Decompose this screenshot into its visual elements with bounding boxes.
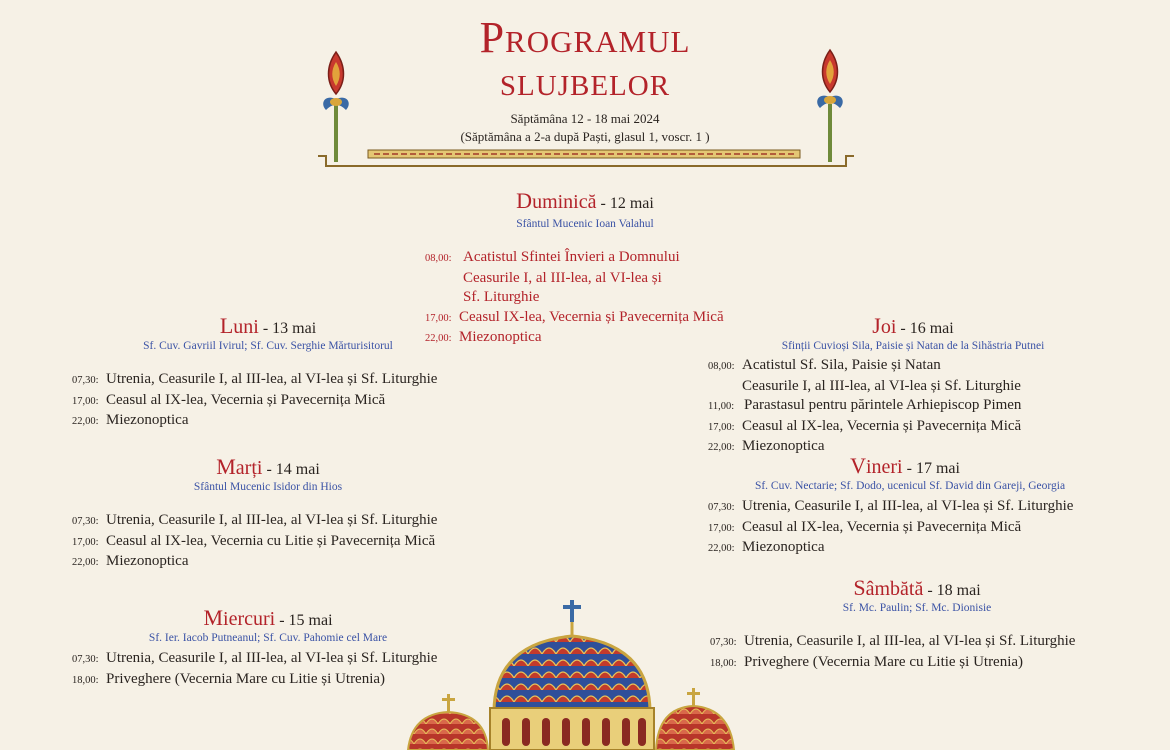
- service-item: 17,00: Ceasul al IX-lea, Vecernia cu Litie și Pavecernița Mică: [72, 532, 436, 549]
- service-item: Ceasurile I, al III-lea, al VI-lea și: [463, 269, 662, 286]
- saint-thursday: Sfinții Cuvioși Sila, Paisie și Natan de la Sihăstria Putnei: [781, 340, 1045, 352]
- saint-sunday: Sfântul Mucenic Ioan Valahul: [516, 218, 654, 230]
- service-item: 07,30: Utrenia, Ceasurile I, al III-lea, al VI-lea și Sf. Liturghie: [72, 371, 438, 387]
- page-title-line1: Programul: [479, 13, 691, 62]
- service-item: 17,00: Ceasul al IX-lea, Vecernia și Pavecernița Mică: [708, 417, 1022, 434]
- service-item: 17,00: Ceasul al IX-lea, Vecernia și Pavecernița Mică: [72, 391, 386, 408]
- service-item: 07,30: Utrenia, Ceasurile I, al III-lea, al VI-lea și Sf. Liturghie: [72, 650, 438, 666]
- church-domes-icon: [402, 594, 742, 750]
- service-item: 22,00: Miezonoptica: [72, 412, 189, 428]
- saint-monday: Sf. Cuv. Gavriil Ivirul; Sf. Cuv. Serghie Mărturisitorul: [143, 340, 393, 352]
- service-item: 17,00: Ceasul al IX-lea, Vecernia și Pavecernița Mică: [708, 518, 1022, 535]
- service-list-monday: [72, 370, 437, 432]
- service-item: 18,00: Priveghere (Vecernia Mare cu Litie și Utrenia): [710, 653, 1024, 670]
- service-item: 07,30: Utrenia, Ceasurile I, al III-lea, al VI-lea și Sf. Liturghie: [708, 498, 1074, 514]
- service-list-sunday: [425, 248, 724, 349]
- day-heading-saturday: Sâmbătă - 18 mai: [853, 575, 981, 600]
- service-item: 07,30: Utrenia, Ceasurile I, al III-lea, al VI-lea și Sf. Liturghie: [72, 512, 438, 528]
- service-item: 22,00: Miezonoptica: [425, 329, 542, 345]
- week-note: (Săptămâna a 2-a după Paști, glasul 1, voscr. 1 ): [460, 129, 710, 144]
- week-range: Săptămâna 12 - 18 mai 2024: [510, 111, 660, 126]
- service-item: Sf. Liturghie: [463, 289, 540, 305]
- service-item: 17,00: Ceasul IX-lea, Vecernia și Pavecernița Mică: [425, 308, 724, 325]
- header-ornament-frame: [316, 44, 856, 169]
- service-item: 22,00: Miezonoptica: [708, 438, 825, 454]
- cross-icon: [563, 600, 581, 622]
- service-item: 22,00: Miezonoptica: [72, 553, 189, 569]
- day-heading-wednesday: Miercuri - 15 mai: [203, 605, 333, 630]
- service-item: Ceasurile I, al III-lea, al VI-lea și Sf. Liturghie: [742, 377, 1021, 394]
- day-heading-thursday: Joi - 16 mai: [872, 313, 954, 338]
- saint-wednesday: Sf. Ier. Iacob Putneanul; Sf. Cuv. Pahomie cel Mare: [148, 632, 388, 644]
- flower-ornament-icon: [817, 50, 843, 162]
- flower-ornament-icon: [323, 52, 349, 162]
- saint-friday: Sf. Cuv. Nectarie; Sf. Dodo, ucenicul Sf. David din Gareji, Georgia: [754, 480, 1066, 492]
- service-list-saturday: [710, 632, 1075, 673]
- service-list-thursday: [708, 356, 1021, 458]
- service-item: 18,00: Priveghere (Vecernia Mare cu Litie și Utrenia): [72, 670, 386, 687]
- service-item: 07,30: Utrenia, Ceasurile I, al III-lea, al VI-lea și Sf. Liturghie: [710, 633, 1076, 649]
- service-list-friday: [708, 497, 1073, 559]
- service-item: 11,00: Parastasul pentru părintele Arhiepiscop Pimen: [708, 397, 1022, 413]
- day-heading-tuesday: Marți - 14 mai: [216, 454, 320, 479]
- day-heading-friday: Vineri - 17 mai: [850, 453, 960, 478]
- service-item: 08,00: Acatistul Sf. Sila, Paisie și Natan: [708, 357, 941, 373]
- saint-saturday: Sf. Mc. Paulin; Sf. Mc. Dionisie: [842, 602, 992, 614]
- day-heading-monday: Luni - 13 mai: [219, 313, 317, 338]
- service-list-wednesday: [72, 649, 437, 690]
- cross-icon: [442, 694, 455, 712]
- page-title-line2: slujbelor: [499, 59, 671, 105]
- service-item: 08,00: Acatistul Sfintei Învieri a Domnului: [425, 249, 680, 265]
- saint-tuesday: Sfântul Mucenic Isidor din Hios: [193, 481, 343, 493]
- service-item: 22,00: Miezonoptica: [708, 539, 825, 555]
- service-list-tuesday: [72, 511, 437, 573]
- day-heading-sunday: Duminică - 12 mai: [516, 188, 654, 213]
- cross-icon: [687, 688, 700, 706]
